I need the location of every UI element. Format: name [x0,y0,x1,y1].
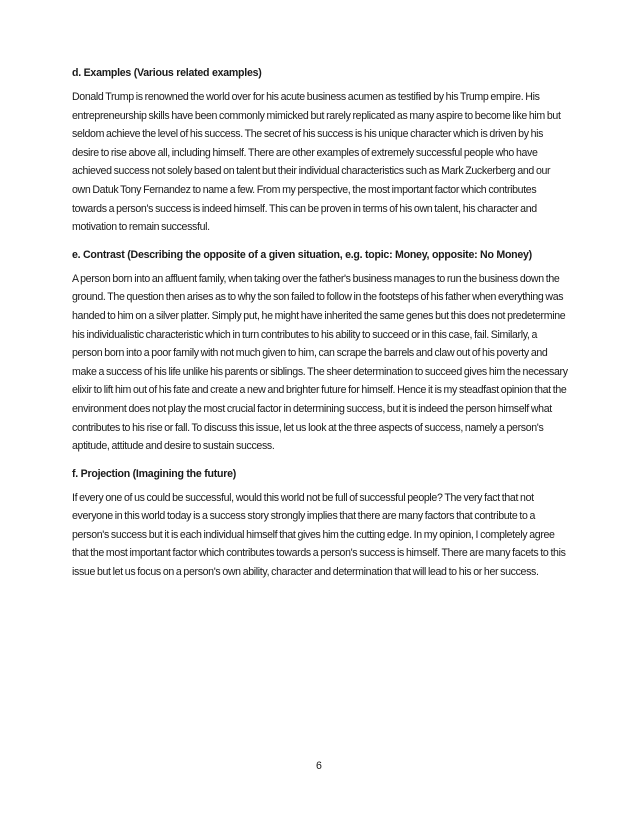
section-heading: d. Examples (Various related examples) [72,67,262,79]
section-contrast [72,248,568,456]
section-paragraph: A person born into an affluent family, when taking over the father's business manages to run the business down the ground. The question then arises as to why the son failed to follow in the footsteps of his father when everything was handed to him on a silver platter. Simply put, he might have inherited the same genes but this does not predetermine his individualistic characteristic which in turn contributes to his ability to succeed or in this case, fail. Similarly, a person born into a poor family with not much given to him, can scrape the barrels and claw out of his poverty and make a success of his life unlike his parents or siblings. The sheer determination to succeed gives him the necessary elixir to lift him out of his fate and create a new and brighter future for himself. Hence it is my steadfast opinion that the environment does not play the most crucial factor in determining success, but it is indeed the person himself what contributes to his rise or fall. To discuss this issue, let us look at the three aspects of success, namely a person's aptitude, attitude and desire to sustain success. [72,272,568,453]
section-projection [72,467,568,582]
page-number: 6 [316,760,322,772]
section-examples [72,66,568,237]
section-paragraph: Donald Trump is renowned the world over for his acute business acumen as testified by his Trump empire. His entrepreneurship skills have been commonly mimicked but rarely replicated as many aspire to become like him but seldom achieve the level of his success. The secret of his success is his unique character which is driven by his desire to rise above all, including himself. There are other examples of extremely successful people who have achieved success not solely based on talent but their individual characteristics such as Mark Zuckerberg and our own Datuk Tony Fernandez to name a few. From my perspective, the most important factor which contributes towards a person's success is indeed himself. This can be proven in terms of his own talent, his character and motivation to remain successful. [72,91,561,234]
section-paragraph: If every one of us could be successful, would this world not be full of successful people? The very fact that not everyone in this world today is a success story strongly implies that there are many factors that contribute to a person's success but it is each individual himself that gives him the cutting edge. In my opinion, I completely agree that the most important factor which contributes towards a person's success is himself. There are many facets to this issue but let us focus on a person's own ability, character and determination that will lead to his or her success. [72,491,566,579]
page-content [72,66,568,593]
section-heading: f. Projection (Imagining the future) [72,467,237,480]
section-heading: e. Contrast (Describing the opposite of a given situation, e.g. topic: Money, opposite: No Money) [72,248,532,261]
